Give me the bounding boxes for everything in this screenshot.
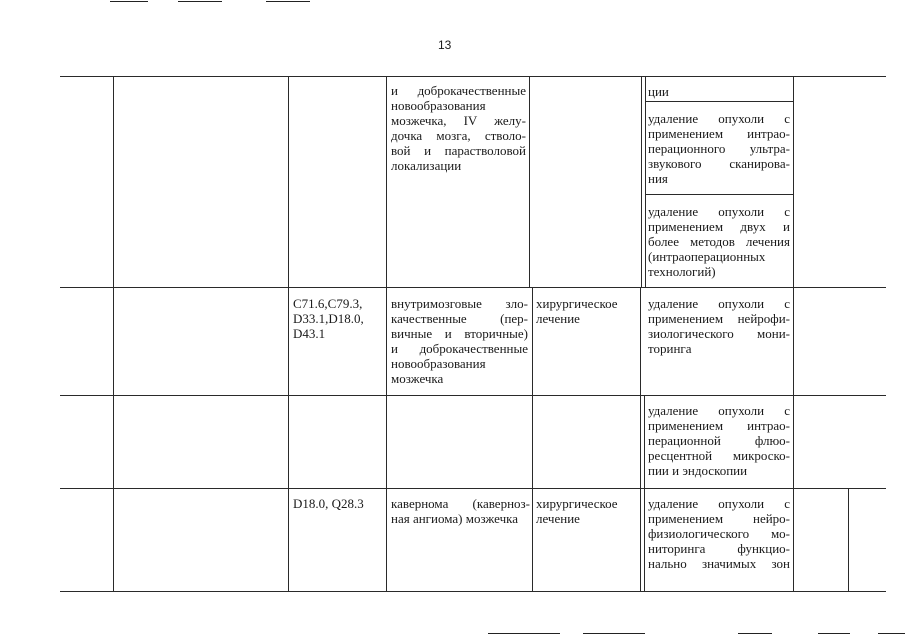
treatment-cell xyxy=(536,496,638,526)
scan-artifact-mark xyxy=(178,1,222,2)
cell-line: C71.6,C79.3, xyxy=(293,296,363,311)
method-cell xyxy=(648,403,790,478)
cell-line: дочка мозга, стволо- xyxy=(391,128,526,143)
scan-artifact-mark xyxy=(583,633,645,634)
diagnosis-cell xyxy=(391,496,530,526)
cell-line: мозжечка xyxy=(391,371,444,386)
cell-line: пии и эндоскопии xyxy=(648,463,748,478)
column-divider xyxy=(113,76,114,592)
cell-line: локализации xyxy=(391,158,462,173)
column-divider xyxy=(386,76,387,288)
method-cell xyxy=(648,111,790,186)
cell-line: хирургическое xyxy=(536,496,618,511)
column-divider xyxy=(793,76,794,592)
cell-line: D33.1,D18.0, xyxy=(293,311,364,326)
cell-line: удаление опухоли с xyxy=(648,403,790,418)
cell-line: новообразования xyxy=(391,98,486,113)
cell-line: физиологического мо- xyxy=(648,526,790,541)
column-divider xyxy=(848,488,849,592)
cell-line: кавернома (каверноз- xyxy=(391,496,530,511)
cell-line: удаление опухоли с xyxy=(648,496,790,511)
cell-line: нально значимых зон xyxy=(648,556,790,571)
code-cell xyxy=(293,296,385,341)
table-border-top xyxy=(60,76,886,77)
cell-line: лечение xyxy=(536,511,580,526)
row-divider xyxy=(60,488,886,489)
method-cell xyxy=(648,496,790,571)
cell-line: ции xyxy=(648,84,669,99)
cell-line: хирургическое xyxy=(536,296,618,311)
cell-line: мозжечка, IV желу- xyxy=(391,113,526,128)
cell-line: D18.0, Q28.3 xyxy=(293,496,364,511)
diagnosis-cell xyxy=(391,83,526,173)
cell-line: применением двух и xyxy=(648,219,790,234)
cell-line: ния xyxy=(648,171,668,186)
cell-line: применением нейрофи- xyxy=(648,311,790,326)
column-divider xyxy=(529,76,530,288)
cell-line: зиологического мони- xyxy=(648,326,790,341)
column-divider xyxy=(644,395,645,592)
method-cell xyxy=(648,84,790,99)
method-cell xyxy=(648,296,790,356)
scan-artifact-mark xyxy=(266,1,310,2)
page-number: 13 xyxy=(438,38,452,52)
method-cell xyxy=(648,204,790,279)
cell-line: применением нейро- xyxy=(648,511,790,526)
cell-line: лечение xyxy=(536,311,580,326)
cell-line: ресцентной микроско- xyxy=(648,448,790,463)
cell-line: перационной флюо- xyxy=(648,433,790,448)
column-divider xyxy=(645,76,646,288)
cell-line: удаление опухоли с xyxy=(648,111,790,126)
cell-line: звукового сканирова- xyxy=(648,156,790,171)
cell-line: (интраоперационных xyxy=(648,249,766,264)
column-divider xyxy=(532,287,533,592)
cell-line: внутримозговые зло- xyxy=(391,296,528,311)
code-cell xyxy=(293,496,385,511)
scan-artifact-mark xyxy=(738,633,772,634)
cell-line: новообразования xyxy=(391,356,486,371)
cell-line: и доброкачественные xyxy=(391,83,526,98)
cell-line: вой и парастволовой xyxy=(391,143,526,158)
cell-line: более методов лечения xyxy=(648,234,790,249)
cell-line: D43.1 xyxy=(293,326,326,341)
cell-line: перационного ультра- xyxy=(648,141,790,156)
cell-line: качественные (пер- xyxy=(391,311,528,326)
cell-line: технологий) xyxy=(648,264,716,279)
treatment-cell xyxy=(536,296,638,326)
cell-line: ниторинга функцио- xyxy=(648,541,790,556)
column-divider xyxy=(640,287,641,592)
column-divider xyxy=(386,287,387,592)
column-divider xyxy=(641,76,642,288)
cell-line: торинга xyxy=(648,341,692,356)
cell-line: ная ангиома) мозжечка xyxy=(391,511,519,526)
cell-line: удаление опухоли с xyxy=(648,296,790,311)
cell-line: и доброкачественные xyxy=(391,341,528,356)
cell-line: удаление опухоли с xyxy=(648,204,790,219)
scan-artifact-mark xyxy=(110,1,148,2)
cell-line: применением интрао- xyxy=(648,418,790,433)
scan-artifact-mark xyxy=(818,633,850,634)
cell-line: вичные и вторичные) xyxy=(391,326,528,341)
row-divider xyxy=(60,395,886,396)
scan-artifact-mark xyxy=(878,633,905,634)
cell-line: применением интрао- xyxy=(648,126,790,141)
scan-artifact-mark xyxy=(488,633,560,634)
diagnosis-cell xyxy=(391,296,528,386)
table-border-bottom xyxy=(60,591,886,592)
column-divider xyxy=(288,76,289,592)
row-divider xyxy=(60,287,886,288)
row-divider xyxy=(645,194,793,195)
row-divider xyxy=(645,101,793,102)
